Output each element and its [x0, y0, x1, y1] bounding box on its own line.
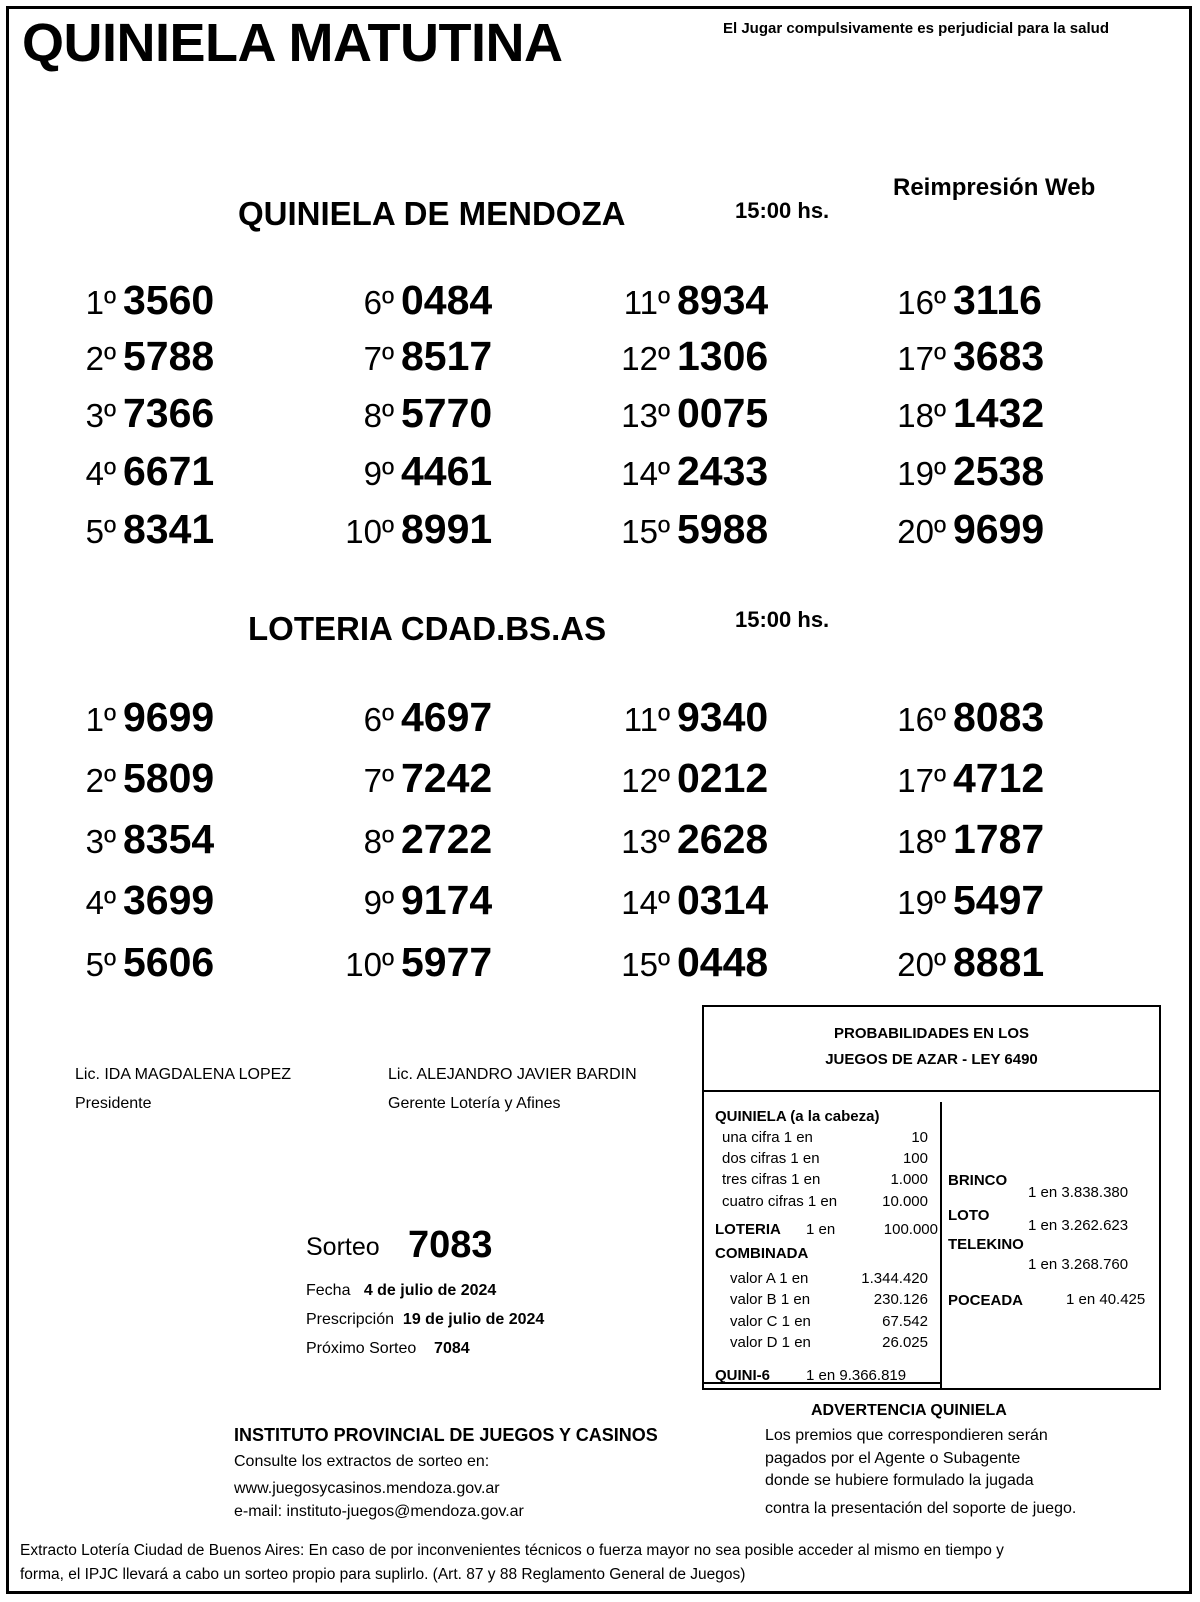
result-position: 9º	[363, 455, 394, 492]
prescripcion-label: Prescripción	[306, 1311, 395, 1328]
combinada-prob-title: COMBINADA	[715, 1245, 809, 1262]
result-position: 15º	[621, 946, 670, 983]
result-position: 18º	[897, 823, 946, 860]
result-17	[870, 333, 1044, 380]
result-number: 8354	[123, 816, 215, 862]
result-position: 7º	[363, 762, 394, 799]
result-number: 2538	[953, 448, 1045, 494]
signature-role-president: Presidente	[75, 1095, 152, 1112]
result-9	[318, 448, 492, 495]
result-9	[318, 877, 492, 924]
fecha-value: 4 de julio de 2024	[363, 1282, 497, 1299]
result-19	[870, 448, 1044, 495]
sorteo-number: 7083	[408, 1224, 493, 1266]
result-8	[318, 816, 492, 863]
result-number: 8517	[401, 333, 493, 379]
advertencia-title: ADVERTENCIA QUINIELA	[811, 1402, 1007, 1419]
mendoza-section-title: QUINIELA DE MENDOZA	[238, 195, 626, 232]
result-10	[318, 939, 492, 986]
combinada-prob-value-c: 67.542	[882, 1313, 928, 1330]
result-number: 5770	[401, 390, 493, 436]
result-number: 4697	[401, 694, 493, 740]
result-number: 8934	[677, 277, 769, 323]
result-position: 20º	[897, 946, 946, 983]
quiniela-prob-label-1: una cifra 1 en	[722, 1129, 813, 1146]
ciudad-section-time: 15:00 hs.	[735, 607, 830, 632]
result-position: 19º	[897, 884, 946, 921]
telekino-prob-label: TELEKINO	[948, 1236, 1024, 1253]
probabilities-box	[702, 1005, 1161, 1390]
page-title: QUINIELA MATUTINA	[22, 13, 563, 73]
result-13	[594, 390, 768, 437]
footer-note-line-2: forma, el IPJC llevará a cabo un sorteo propio para suplirlo. (Art. 87 y 88 Reglamento General de Juegos)	[20, 1566, 746, 1583]
result-number: 4461	[401, 448, 493, 494]
quiniela-prob-value-4: 10.000	[882, 1193, 928, 1210]
brinco-prob-label: BRINCO	[948, 1172, 1008, 1189]
result-position: 9º	[363, 884, 394, 921]
result-number: 0212	[677, 755, 769, 801]
result-position: 12º	[621, 340, 670, 377]
result-number: 1432	[953, 390, 1045, 436]
quiniela-prob-value-3: 1.000	[890, 1171, 928, 1188]
result-position: 11º	[623, 701, 670, 738]
result-position: 5º	[85, 513, 116, 550]
result-number: 9699	[123, 694, 215, 740]
result-2	[60, 755, 214, 802]
result-position: 16º	[897, 701, 946, 738]
result-position: 7º	[363, 340, 394, 377]
institute-title: INSTITUTO PROVINCIAL DE JUEGOS Y CASINOS	[234, 1425, 658, 1445]
result-7	[318, 333, 492, 380]
result-10	[318, 506, 492, 553]
loteria-prob-label: LOTERIA	[715, 1221, 781, 1238]
result-15	[594, 506, 768, 553]
quini6-prob-value: 1 en 9.366.819	[806, 1367, 907, 1384]
quiniela-prob-label-3: tres cifras 1 en	[722, 1171, 821, 1188]
result-number: 0075	[677, 390, 769, 436]
advertencia-line-1: Los premios que correspondieren serán	[765, 1427, 1048, 1444]
result-position: 8º	[363, 397, 394, 434]
health-warning: El Jugar compulsivamente es perjudicial para la salud	[723, 20, 1109, 37]
result-number: 9174	[401, 877, 493, 923]
result-17	[870, 755, 1044, 802]
ciudad-section-title: LOTERIA CDAD.BS.AS	[248, 610, 607, 647]
proximo-sorteo-label: Próximo Sorteo	[306, 1340, 417, 1357]
result-number: 5606	[123, 939, 215, 985]
result-11	[594, 277, 768, 324]
result-7	[318, 755, 492, 802]
result-15	[594, 939, 768, 986]
result-18	[870, 816, 1044, 863]
result-11	[594, 694, 768, 741]
result-number: 0448	[677, 939, 769, 985]
combinada-prob-value-d: 26.025	[882, 1334, 928, 1351]
proximo-sorteo-value: 7084	[434, 1340, 470, 1357]
result-number: 3699	[123, 877, 215, 923]
result-20	[870, 939, 1044, 986]
result-number: 7366	[123, 390, 215, 436]
loto-prob-label: LOTO	[948, 1207, 990, 1224]
result-position: 4º	[85, 455, 116, 492]
signature-name-manager: Lic. ALEJANDRO JAVIER BARDIN	[388, 1066, 637, 1083]
result-position: 2º	[85, 762, 116, 799]
result-3	[60, 816, 214, 863]
result-position: 13º	[621, 823, 670, 860]
result-position: 15º	[621, 513, 670, 550]
result-position: 16º	[897, 284, 946, 321]
result-position: 5º	[85, 946, 116, 983]
reprint-label: Reimpresión Web	[893, 174, 1096, 201]
loto-prob-value: 1 en 3.262.623	[1028, 1217, 1129, 1234]
result-number: 3560	[123, 277, 215, 323]
result-number: 6671	[123, 448, 215, 494]
prescripcion-value: 19 de julio de 2024	[402, 1311, 545, 1328]
result-12	[594, 333, 768, 380]
combinada-prob-label-d: valor D 1 en	[730, 1334, 811, 1351]
quiniela-prob-label-2: dos cifras 1 en	[722, 1150, 820, 1167]
quiniela-prob-value-1: 10	[911, 1129, 928, 1146]
result-18	[870, 390, 1044, 437]
result-number: 8083	[953, 694, 1045, 740]
result-19	[870, 877, 1044, 924]
combinada-prob-label-b: valor B 1 en	[730, 1291, 811, 1308]
result-number: 9340	[677, 694, 769, 740]
result-number: 5809	[123, 755, 215, 801]
advertencia-line-2: pagados por el Agente o Subagente	[765, 1450, 1021, 1467]
result-number: 5988	[677, 506, 769, 552]
institute-website: www.juegosycasinos.mendoza.gov.ar	[234, 1480, 500, 1497]
result-4	[60, 448, 214, 495]
result-position: 2º	[85, 340, 116, 377]
result-number: 1306	[677, 333, 769, 379]
poceada-prob-label: POCEADA	[948, 1292, 1024, 1309]
result-8	[318, 390, 492, 437]
brinco-prob-value: 1 en 3.838.380	[1028, 1184, 1129, 1201]
result-position: 10º	[345, 946, 394, 983]
fecha-label: Fecha	[306, 1282, 351, 1299]
result-position: 14º	[621, 455, 670, 492]
loteria-prob-en: 1 en	[806, 1221, 836, 1238]
result-position: 19º	[897, 455, 946, 492]
result-position: 1º	[85, 701, 116, 738]
result-number: 8341	[123, 506, 215, 552]
result-number: 2628	[677, 816, 769, 862]
institute-email: e-mail: instituto-juegos@mendoza.gov.ar	[234, 1503, 524, 1520]
institute-consult-text: Consulte los extractos de sorteo en:	[234, 1453, 490, 1470]
result-position: 8º	[363, 823, 394, 860]
result-position: 3º	[85, 397, 116, 434]
combinada-prob-value-a: 1.344.420	[861, 1270, 928, 1287]
probabilities-body	[704, 1092, 1159, 1383]
result-position: 17º	[897, 762, 946, 799]
advertencia-line-3: donde se hubiere formulado la jugada	[765, 1472, 1034, 1489]
result-6	[318, 694, 492, 741]
result-number: 5977	[401, 939, 493, 985]
quiniela-prob-label-4: cuatro cifras 1 en	[722, 1193, 838, 1210]
result-number: 8881	[953, 939, 1045, 985]
quiniela-prob-value-2: 100	[902, 1150, 928, 1167]
result-number: 3683	[953, 333, 1045, 379]
result-position: 17º	[897, 340, 946, 377]
signature-name-president: Lic. IDA MAGDALENA LOPEZ	[75, 1066, 292, 1083]
result-5	[60, 939, 214, 986]
signature-role-manager: Gerente Lotería y Afines	[388, 1095, 561, 1112]
quini6-prob-label: QUINI-6	[715, 1367, 771, 1384]
result-position: 13º	[621, 397, 670, 434]
loteria-prob-value: 100.000	[883, 1221, 938, 1238]
result-number: 0314	[677, 877, 769, 923]
result-2	[60, 333, 214, 380]
combinada-prob-value-b: 230.126	[873, 1291, 928, 1308]
result-position: 1º	[85, 284, 116, 321]
result-13	[594, 816, 768, 863]
mendoza-section-time: 15:00 hs.	[735, 198, 830, 223]
result-number: 2433	[677, 448, 769, 494]
result-number: 9699	[953, 506, 1045, 552]
result-number: 8991	[401, 506, 493, 552]
result-1	[60, 694, 214, 741]
result-number: 3116	[953, 277, 1042, 323]
footer-note-line-1: Extracto Lotería Ciudad de Buenos Aires: En caso de por inconvenientes técnicos o fuerza mayor no sea posible acceder al mismo en tiempo y	[20, 1542, 1004, 1559]
result-number: 2722	[401, 816, 493, 862]
result-number: 1787	[953, 816, 1045, 862]
result-4	[60, 877, 214, 924]
result-16	[870, 277, 1042, 324]
result-position: 6º	[363, 284, 394, 321]
sorteo-label: Sorteo	[306, 1233, 380, 1261]
result-position: 18º	[897, 397, 946, 434]
result-number: 5788	[123, 333, 215, 379]
combinada-prob-label-c: valor C 1 en	[730, 1313, 811, 1330]
result-3	[60, 390, 214, 437]
result-14	[594, 877, 768, 924]
result-position: 3º	[85, 823, 116, 860]
result-number: 4712	[953, 755, 1045, 801]
result-position: 11º	[623, 284, 670, 321]
result-position: 20º	[897, 513, 946, 550]
result-20	[870, 506, 1044, 553]
probabilities-divider	[940, 1102, 942, 1388]
quiniela-prob-title: QUINIELA (a la cabeza)	[715, 1108, 880, 1125]
result-number: 5497	[953, 877, 1045, 923]
result-number: 0484	[401, 277, 493, 323]
result-1	[60, 277, 214, 324]
combinada-prob-label-a: valor A 1 en	[730, 1270, 809, 1287]
result-16	[870, 694, 1044, 741]
result-5	[60, 506, 214, 553]
result-12	[594, 755, 768, 802]
probabilities-header	[704, 1007, 1159, 1092]
result-position: 12º	[621, 762, 670, 799]
probabilities-title-line2: JUEGOS DE AZAR - LEY 6490	[825, 1051, 1038, 1068]
poceada-prob-value: 1 en 40.425	[1066, 1291, 1146, 1308]
result-6	[318, 277, 492, 324]
result-position: 14º	[621, 884, 670, 921]
advertencia-line-4: contra la presentación del soporte de juego.	[765, 1500, 1077, 1517]
result-position: 6º	[363, 701, 394, 738]
result-14	[594, 448, 768, 495]
result-number: 7242	[401, 755, 493, 801]
probabilities-title-line1: PROBABILIDADES EN LOS	[833, 1025, 1029, 1042]
result-position: 10º	[345, 513, 394, 550]
result-position: 4º	[85, 884, 116, 921]
telekino-prob-value: 1 en 3.268.760	[1028, 1256, 1129, 1273]
